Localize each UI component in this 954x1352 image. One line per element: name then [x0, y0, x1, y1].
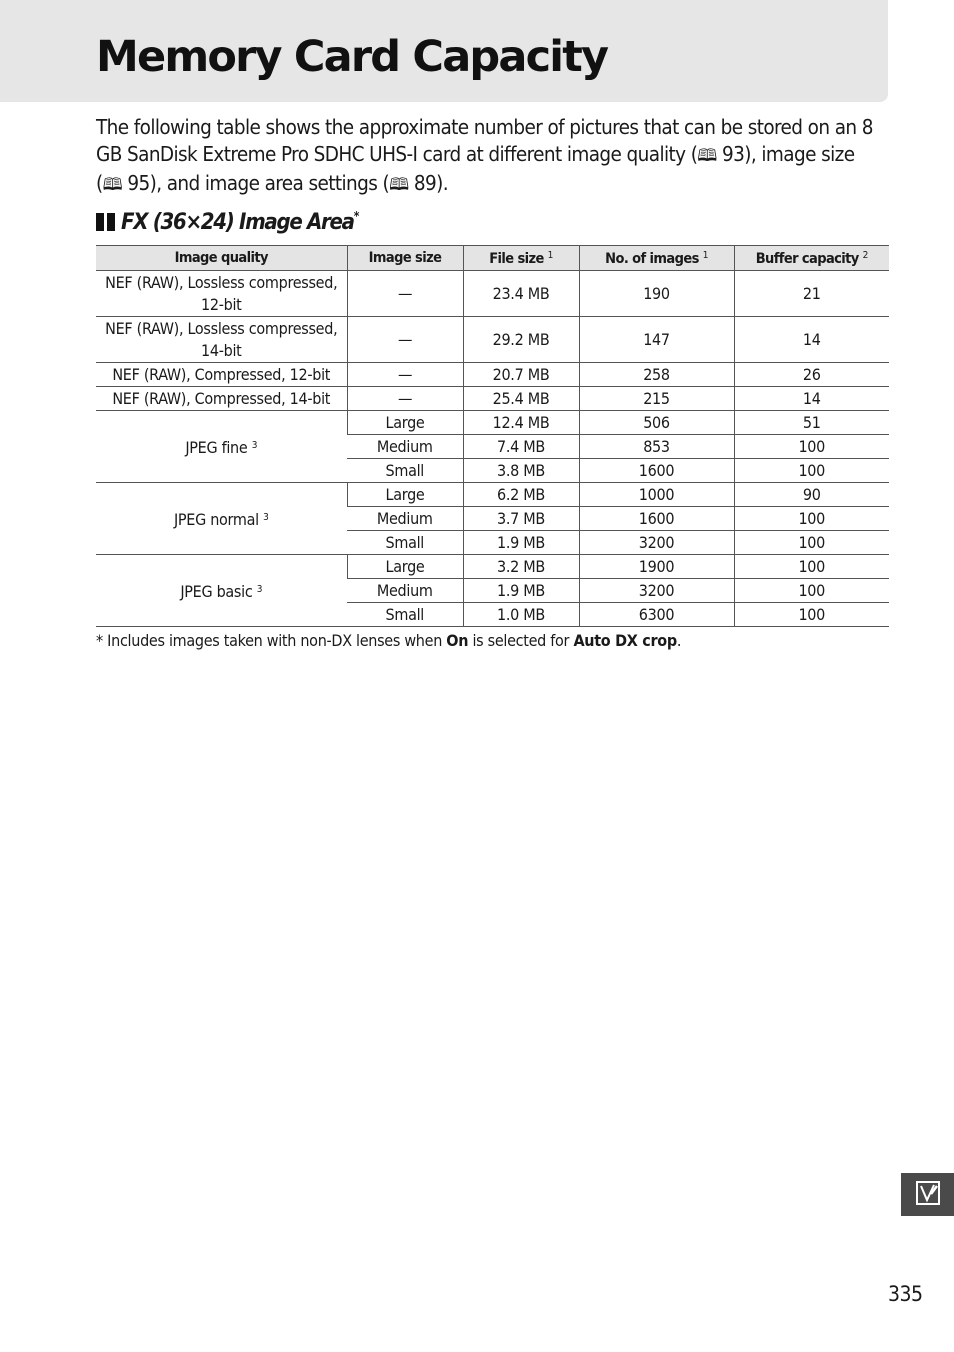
- header-num-images-note: 1: [702, 249, 708, 261]
- cell-size: Large: [347, 555, 463, 579]
- cell-file-size: 3.7 MB: [463, 507, 579, 531]
- page-number: 335: [888, 1282, 923, 1306]
- footnote-marker: *: [96, 631, 103, 650]
- cell-images: 6300: [579, 603, 734, 627]
- cell-size: Medium: [347, 507, 463, 531]
- cell-images: 258: [579, 363, 734, 387]
- cell-size: —: [347, 387, 463, 411]
- cell-quality: NEF (RAW), Compressed, 12-bit: [96, 363, 347, 387]
- cell-buffer: 100: [734, 531, 889, 555]
- cell-size: Large: [347, 411, 463, 435]
- cell-images: 3200: [579, 531, 734, 555]
- intro-text-3: ), and image area settings (: [149, 171, 390, 195]
- intro-text-4: ).: [436, 171, 448, 195]
- table-row: [96, 387, 889, 411]
- cell-quality: NEF (RAW), Lossless compressed, 12-bit: [96, 271, 347, 317]
- cell-buffer: 14: [734, 317, 889, 363]
- header-buffer-note: 2: [862, 249, 868, 261]
- cell-file-size: 1.9 MB: [463, 579, 579, 603]
- cell-file-size: 29.2 MB: [463, 317, 579, 363]
- cell-images: 3200: [579, 579, 734, 603]
- footnote-bold-on: On: [446, 631, 469, 650]
- capacity-table: [96, 245, 889, 627]
- table-footnote: [96, 631, 681, 650]
- cell-file-size: 6.2 MB: [463, 483, 579, 507]
- cell-size: Medium: [347, 579, 463, 603]
- quality-note: 3: [263, 511, 269, 523]
- side-tab[interactable]: [901, 1173, 954, 1216]
- cell-images: 215: [579, 387, 734, 411]
- cell-images: 1900: [579, 555, 734, 579]
- cell-buffer: 21: [734, 271, 889, 317]
- cell-file-size: 1.9 MB: [463, 531, 579, 555]
- cell-size: —: [347, 271, 463, 317]
- cell-buffer: 14: [734, 387, 889, 411]
- quality-label: JPEG normal: [173, 509, 259, 529]
- header-buffer-label: Buffer capacity: [755, 250, 859, 267]
- ref-size-link[interactable]: 95: [127, 171, 150, 195]
- header-file-size: [463, 246, 579, 271]
- cell-size: —: [347, 317, 463, 363]
- quality-label: JPEG fine: [185, 437, 248, 457]
- header-num-images-label: No. of images: [605, 250, 699, 267]
- cell-quality: NEF (RAW), Lossless compressed, 14-bit: [96, 317, 347, 363]
- cell-size: Medium: [347, 435, 463, 459]
- table-row: [96, 317, 889, 363]
- cell-quality-group: [96, 555, 347, 627]
- section-title: [121, 209, 358, 235]
- cell-buffer: 90: [734, 483, 889, 507]
- cell-images: 147: [579, 317, 734, 363]
- header-file-size-note: 1: [547, 249, 553, 261]
- quality-note: 3: [256, 583, 263, 595]
- section-heading: [96, 207, 358, 237]
- table-header-row: [96, 246, 889, 271]
- cell-file-size: 23.4 MB: [463, 271, 579, 317]
- footnote-text-1: Includes images taken with non-DX lenses when: [102, 631, 447, 650]
- cell-buffer: 26: [734, 363, 889, 387]
- cell-file-size: 3.8 MB: [463, 459, 579, 483]
- cell-size: Small: [347, 531, 463, 555]
- table-row: [96, 555, 889, 579]
- cell-size: Small: [347, 459, 463, 483]
- cell-file-size: 1.0 MB: [463, 603, 579, 627]
- book-icon: 🕮: [697, 146, 717, 166]
- cell-size: Small: [347, 603, 463, 627]
- footnote-text-3: .: [676, 631, 682, 650]
- cell-buffer: 100: [734, 459, 889, 483]
- cell-quality-group: [96, 483, 347, 555]
- book-icon: 🕮: [102, 175, 123, 195]
- cell-buffer: 100: [734, 555, 889, 579]
- header-image-quality: Image quality: [96, 246, 347, 271]
- cell-size: —: [347, 363, 463, 387]
- header-file-size-label: File size: [489, 250, 544, 267]
- book-icon: 🕮: [389, 175, 409, 195]
- cell-buffer: 100: [734, 507, 889, 531]
- table-row: [96, 363, 889, 387]
- quality-note: 3: [251, 439, 258, 451]
- cell-file-size: 20.7 MB: [463, 363, 579, 387]
- cell-buffer: 51: [734, 411, 889, 435]
- cell-file-size: 25.4 MB: [463, 387, 579, 411]
- table-row: [96, 271, 889, 317]
- cell-size: Large: [347, 483, 463, 507]
- cell-images: 1600: [579, 507, 734, 531]
- cell-buffer: 100: [734, 603, 889, 627]
- cell-file-size: 3.2 MB: [463, 555, 579, 579]
- cell-quality: NEF (RAW), Compressed, 14-bit: [96, 387, 347, 411]
- cell-file-size: 7.4 MB: [463, 435, 579, 459]
- quality-label: JPEG basic: [180, 581, 253, 601]
- cell-buffer: 100: [734, 579, 889, 603]
- section-title-text: FX (36×24) Image Area: [121, 210, 354, 235]
- section-marker-icon: [96, 213, 115, 231]
- footnote-bold-auto-dx: Auto DX crop: [573, 631, 677, 650]
- table-row: [96, 411, 889, 435]
- header-buffer-capacity: [734, 246, 889, 271]
- header-num-images: [579, 246, 734, 271]
- cell-buffer: 100: [734, 435, 889, 459]
- section-title-note: *: [353, 209, 359, 223]
- cell-file-size: 12.4 MB: [463, 411, 579, 435]
- header-image-size: Image size: [347, 246, 463, 271]
- pencil-note-icon: [915, 1180, 941, 1210]
- intro-paragraph: [96, 114, 896, 199]
- intro-text-1: The following table shows the approximate number of pictures that can be stored on an 8 GB SanDisk Extreme Pro SDHC UHS-I card at different image quality (: [96, 115, 873, 166]
- cell-images: 190: [579, 271, 734, 317]
- ref-quality-link[interactable]: 93: [722, 142, 745, 166]
- footnote-text-2: is selected for: [468, 631, 574, 650]
- cell-images: 1600: [579, 459, 734, 483]
- table-row: [96, 483, 889, 507]
- page-title: Memory Card Capacity: [96, 32, 608, 82]
- cell-images: 853: [579, 435, 734, 459]
- cell-images: 506: [579, 411, 734, 435]
- cell-quality-group: [96, 411, 347, 483]
- cell-images: 1000: [579, 483, 734, 507]
- ref-area-link[interactable]: 89: [413, 171, 437, 195]
- intro-text-2: ), image size (: [96, 142, 855, 195]
